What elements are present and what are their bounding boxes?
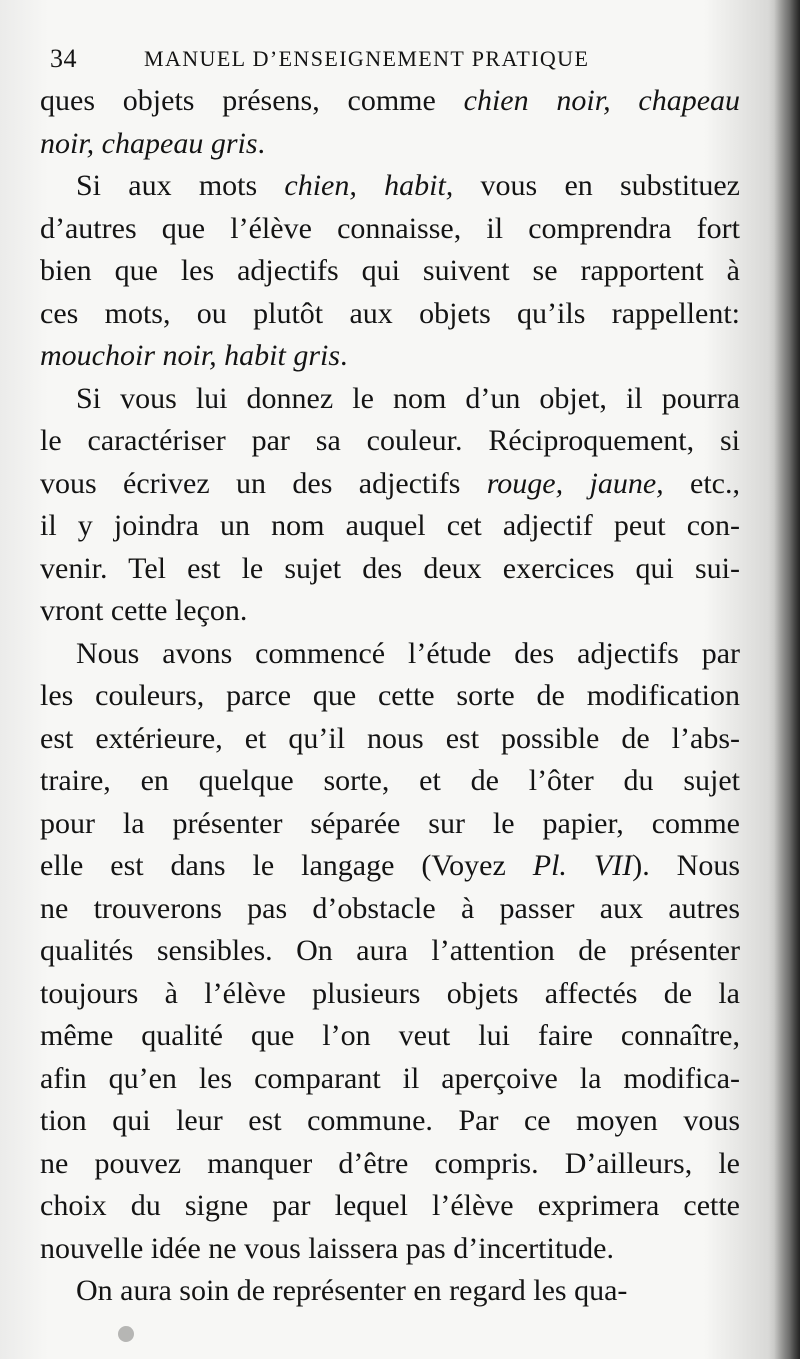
text-segment: vront cette leçon. <box>40 594 248 627</box>
text-line <box>40 335 740 378</box>
text-segment: venir. Tel est le sujet des deux exercices qui sui- <box>40 551 740 585</box>
text-line <box>40 80 740 123</box>
text-segment: ques objets présens, comme <box>40 84 464 117</box>
text-segment: pour la présenter séparée sur le papier, comme <box>40 806 740 840</box>
italic-text: chien noir, chapeau <box>463 84 740 117</box>
text-line <box>40 293 740 336</box>
text-line <box>40 123 740 166</box>
text-line <box>40 590 740 633</box>
text-line <box>40 463 740 506</box>
running-head: MANUEL D’ENSEIGNEMENT PRATIQUE <box>144 46 590 71</box>
italic-text: mouchoir noir, habit gris <box>40 339 341 372</box>
text-line <box>40 888 740 931</box>
text-segment: ne pouvez manquer d’être compris. D’ailleurs, le <box>40 1146 740 1180</box>
text-segment: il y joindra un nom auquel cet adjectif peut con- <box>40 509 740 542</box>
text-line <box>40 250 740 293</box>
text-segment: ). Nous <box>632 849 740 882</box>
text-line <box>40 675 740 718</box>
text-segment: ces mots, ou plutôt aux objets qu’ils rappellent: <box>40 296 740 330</box>
text-line <box>40 1100 740 1143</box>
text-line <box>40 1270 740 1313</box>
text-segment: bien que les adjectifs qui suivent se rapportent à <box>40 254 740 287</box>
text-segment: elle est dans le langage (Voyez <box>40 849 533 882</box>
text-line <box>40 1058 740 1101</box>
text-segment: les couleurs, parce que cette sorte de modification <box>40 679 740 712</box>
text-line <box>40 973 740 1016</box>
italic-text: chien, habit, <box>284 169 454 202</box>
text-line <box>40 718 740 761</box>
text-segment: On aura soin de représenter en regard les qua- <box>76 1274 628 1307</box>
text-line <box>40 930 740 973</box>
italic-text: noir, chapeau gris <box>40 126 258 160</box>
text-segment: ne trouverons pas d’obstacle à passer aux autres <box>40 891 740 925</box>
text-segment: traire, en quelque sorte, et de l’ôter du sujet <box>40 764 740 797</box>
text-segment: Si vous lui donnez le nom d’un objet, il pourra <box>76 381 740 415</box>
text-line <box>40 1228 740 1271</box>
text-segment: Si aux mots <box>76 169 285 202</box>
text-segment: . <box>340 339 348 372</box>
text-line <box>40 378 740 421</box>
text-line <box>40 1015 740 1058</box>
text-segment: . <box>257 126 265 160</box>
spine-shadow <box>774 0 800 1359</box>
page-header <box>40 40 760 80</box>
text-segment: afin qu’en les comparant il aperçoive la modifica- <box>40 1061 740 1095</box>
text-line <box>40 420 740 463</box>
text-line <box>40 505 740 548</box>
italic-text: rouge, jaune, <box>486 466 664 500</box>
text-line <box>40 208 740 251</box>
text-segment: est extérieure, et qu’il nous est possible de l’abs- <box>40 721 740 755</box>
text-line <box>40 760 740 803</box>
text-segment: vous écrivez un des adjectifs <box>40 466 487 500</box>
italic-text: Pl. VII <box>532 849 633 882</box>
text-segment: le caractériser par sa couleur. Réciproquement, si <box>40 424 740 457</box>
text-segment: choix du signe par lequel l’élève exprimera cette <box>40 1189 740 1222</box>
text-line <box>40 633 740 676</box>
text-segment: tion qui leur est commune. Par ce moyen vous <box>40 1104 740 1137</box>
text-line <box>40 845 740 888</box>
text-line <box>40 1185 740 1228</box>
text-segment: nouvelle idée ne vous laissera pas d’incertitude. <box>40 1231 614 1265</box>
ink-smudge <box>118 1326 134 1342</box>
text-segment: Nous avons commencé l’étude des adjectifs par <box>76 636 740 670</box>
text-line <box>40 165 740 208</box>
body-text <box>40 80 740 1313</box>
text-segment: qualités sensibles. On aura l’attention de présenter <box>40 934 740 967</box>
text-segment: même qualité que l’on veut lui faire connaître, <box>40 1019 740 1052</box>
text-line <box>40 548 740 591</box>
text-line <box>40 1143 740 1186</box>
page-number: 34 <box>50 44 77 73</box>
text-segment: toujours à l’élève plusieurs objets affectés de la <box>40 976 740 1010</box>
text-segment: vous en substituez <box>453 169 740 202</box>
text-line <box>40 803 740 846</box>
page-smudge <box>110 1318 190 1348</box>
text-segment: etc., <box>663 466 740 500</box>
text-segment: d’autres que l’élève connaisse, il comprendra fort <box>40 211 740 245</box>
